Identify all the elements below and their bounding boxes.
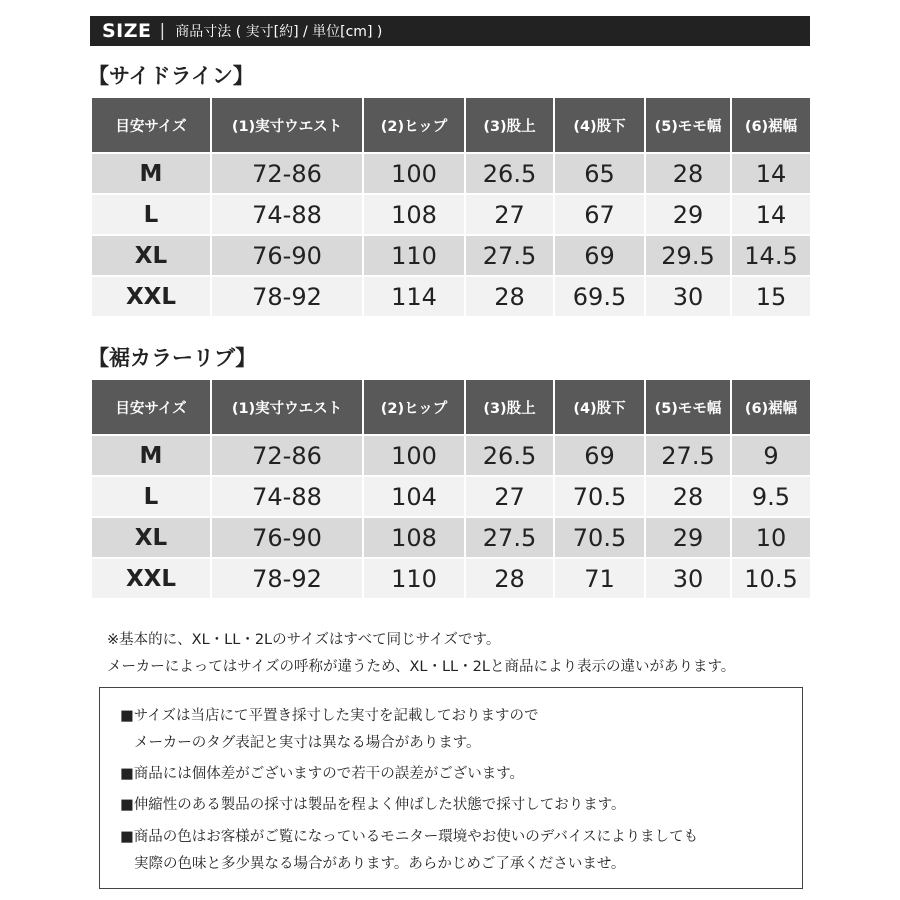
table-cell: 27.5 <box>466 518 553 557</box>
table-cell: 100 <box>364 436 464 475</box>
table-cell: 28 <box>646 477 730 516</box>
column-header: (4)股下 <box>555 98 644 152</box>
section-title-hem-rib: 【裾カラーリブ】 <box>88 346 257 370</box>
section-title-sideline: 【サイドライン】 <box>88 64 254 88</box>
table-cell: 10.5 <box>732 559 810 598</box>
table-cell: 14.5 <box>732 236 810 275</box>
table-cell: 76-90 <box>212 518 362 557</box>
column-header: (3)股上 <box>466 98 553 152</box>
table-cell: 114 <box>364 277 464 316</box>
info-line: メーカーのタグ表記と実寸は異なる場合があります。 <box>134 735 481 751</box>
table-cell: 78-92 <box>212 277 362 316</box>
header-separator: | <box>159 21 166 41</box>
size-cell: L <box>92 195 210 234</box>
note-line: ※基本的に、XL・LL・2Lのサイズはすべて同じサイズです。 <box>107 632 501 648</box>
table-cell: 72-86 <box>212 154 362 193</box>
table-header-row <box>92 98 810 152</box>
table-cell: 28 <box>466 559 553 598</box>
column-header: (5)モモ幅 <box>646 98 730 152</box>
header-bar <box>90 16 810 46</box>
table-row <box>92 195 810 234</box>
table-cell: 110 <box>364 236 464 275</box>
table-cell: 104 <box>364 477 464 516</box>
size-cell: XXL <box>92 559 210 598</box>
table-cell: 27.5 <box>466 236 553 275</box>
table-cell: 69.5 <box>555 277 644 316</box>
table-cell: 14 <box>732 195 810 234</box>
size-cell: XXL <box>92 277 210 316</box>
table-row <box>92 154 810 193</box>
column-header: (6)裾幅 <box>732 98 810 152</box>
table-cell: 9.5 <box>732 477 810 516</box>
size-cell: M <box>92 436 210 475</box>
table-header-row <box>92 380 810 434</box>
table-row <box>92 477 810 516</box>
table-cell: 26.5 <box>466 436 553 475</box>
info-line: ■サイズは当店にて平置き採寸した実寸を記載しておりますので <box>120 708 539 724</box>
table-cell: 78-92 <box>212 559 362 598</box>
info-line: 実際の色味と多少異なる場合があります。あらかじめご了承くださいませ。 <box>134 856 626 872</box>
size-table-hem-rib <box>90 378 812 600</box>
table-cell: 27 <box>466 195 553 234</box>
table-cell: 69 <box>555 436 644 475</box>
table-cell: 30 <box>646 277 730 316</box>
table-row <box>92 277 810 316</box>
table-cell: 76-90 <box>212 236 362 275</box>
table-cell: 29 <box>646 518 730 557</box>
table-cell: 9 <box>732 436 810 475</box>
column-header: (1)実寸ウエスト <box>212 380 362 434</box>
size-cell: XL <box>92 236 210 275</box>
column-header: (3)股上 <box>466 380 553 434</box>
table-cell: 110 <box>364 559 464 598</box>
table-row <box>92 559 810 598</box>
column-header: (2)ヒップ <box>364 98 464 152</box>
table-cell: 74-88 <box>212 477 362 516</box>
info-line: ■伸縮性のある製品の採寸は製品を程よく伸ばした状態で採寸しております。 <box>120 797 626 813</box>
table-cell: 74-88 <box>212 195 362 234</box>
table-cell: 14 <box>732 154 810 193</box>
table-cell: 67 <box>555 195 644 234</box>
table-cell: 70.5 <box>555 477 644 516</box>
info-line: ■商品の色はお客様がご覧になっているモニター環境やお使いのデバイスによりましても <box>120 829 699 845</box>
column-header: 目安サイズ <box>92 98 210 152</box>
column-header: 目安サイズ <box>92 380 210 434</box>
table-cell: 28 <box>646 154 730 193</box>
size-cell: L <box>92 477 210 516</box>
table-cell: 27 <box>466 477 553 516</box>
size-heading: SIZE <box>102 20 152 42</box>
column-header: (4)股下 <box>555 380 644 434</box>
column-header: (2)ヒップ <box>364 380 464 434</box>
table-cell: 27.5 <box>646 436 730 475</box>
header-description: 商品寸法 ( 実寸[約] / 単位[cm] ) <box>175 24 383 40</box>
column-header: (5)モモ幅 <box>646 380 730 434</box>
table-cell: 28 <box>466 277 553 316</box>
table-cell: 29.5 <box>646 236 730 275</box>
column-header: (6)裾幅 <box>732 380 810 434</box>
size-cell: XL <box>92 518 210 557</box>
note-line: メーカーによってはサイズの呼称が違うため、XL・LL・2Lと商品により表示の違いがあります。 <box>107 659 736 675</box>
table-cell: 72-86 <box>212 436 362 475</box>
info-line: ■商品には個体差がございますので若干の誤差がございます。 <box>120 766 525 782</box>
table-row <box>92 436 810 475</box>
table-cell: 100 <box>364 154 464 193</box>
size-cell: M <box>92 154 210 193</box>
table-cell: 15 <box>732 277 810 316</box>
table-cell: 69 <box>555 236 644 275</box>
table-row <box>92 236 810 275</box>
table-cell: 70.5 <box>555 518 644 557</box>
table-row <box>92 518 810 557</box>
column-header: (1)実寸ウエスト <box>212 98 362 152</box>
table-cell: 26.5 <box>466 154 553 193</box>
table-cell: 29 <box>646 195 730 234</box>
table-cell: 71 <box>555 559 644 598</box>
table-cell: 108 <box>364 195 464 234</box>
size-table-sideline <box>90 96 812 318</box>
table-cell: 10 <box>732 518 810 557</box>
info-box <box>99 687 803 889</box>
table-cell: 30 <box>646 559 730 598</box>
table-cell: 108 <box>364 518 464 557</box>
table-cell: 65 <box>555 154 644 193</box>
